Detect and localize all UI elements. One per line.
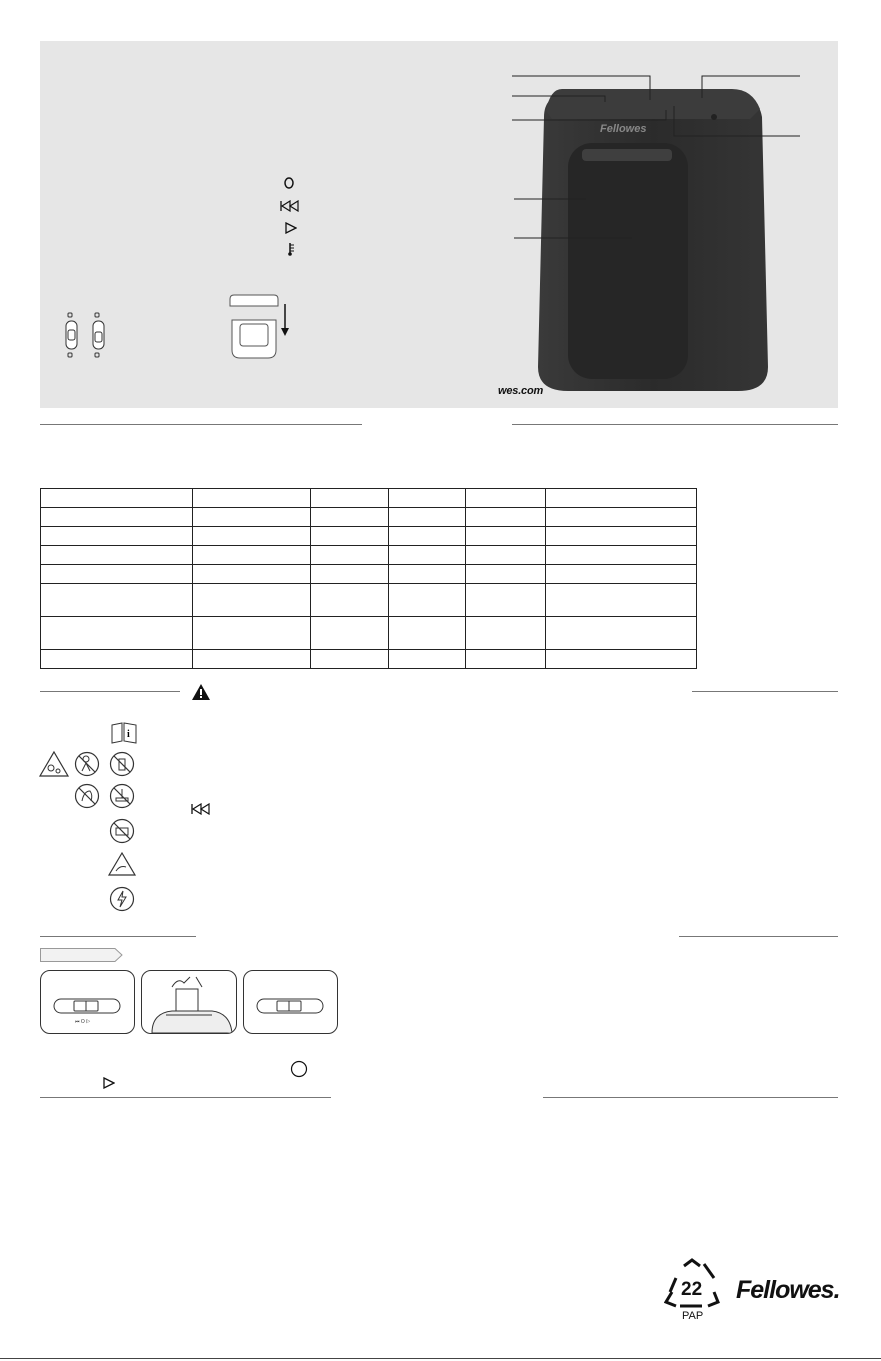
table-cell: [311, 617, 389, 650]
svg-text:i: i: [127, 729, 130, 740]
table-cell: [41, 546, 193, 565]
auto-on-icon: [285, 221, 297, 239]
brand-logo: Fellowes.: [736, 1276, 840, 1304]
table-cell: [41, 617, 193, 650]
table-cell: [389, 650, 466, 669]
table-cell: [193, 508, 311, 527]
recycle-number: 22: [681, 1279, 703, 1300]
table-cell: [546, 650, 697, 669]
section-divider: [40, 691, 180, 692]
table-cell: [193, 527, 311, 546]
website-label: wes.com: [498, 385, 544, 397]
callout-lines: [510, 70, 810, 250]
caution-tie-icon: [38, 750, 70, 783]
table-cell: [193, 584, 311, 617]
table-cell: [466, 527, 546, 546]
step-image-off: [40, 970, 135, 1034]
section-divider: [40, 936, 196, 937]
empty-bin-illustration: [222, 292, 302, 367]
table-cell: [193, 546, 311, 565]
safety-lock-slider-icon: [64, 312, 114, 365]
step-image-auto: [243, 970, 338, 1034]
pinch-hand-icon: [107, 851, 137, 882]
table-cell: [546, 617, 697, 650]
table-cell: [389, 565, 466, 584]
warning-triangle-icon: [191, 683, 211, 706]
table-cell: [466, 489, 546, 508]
table-cell: [193, 617, 311, 650]
table-cell: [311, 650, 389, 669]
table-row: [41, 527, 697, 546]
table-row: [41, 546, 697, 565]
table-cell: [41, 527, 193, 546]
table-cell: [389, 546, 466, 565]
table-cell: [546, 584, 697, 617]
table-cell: [466, 650, 546, 669]
section-divider: [40, 424, 362, 425]
no-hair-icon: [74, 783, 100, 814]
page-bottom-rule: [0, 1358, 881, 1359]
electric-shock-icon: [109, 886, 135, 917]
table-cell: [389, 508, 466, 527]
table-cell: [41, 584, 193, 617]
step-image-feed-paper: [141, 970, 237, 1034]
table-cell: [546, 546, 697, 565]
table-cell: [193, 489, 311, 508]
table-cell: [546, 527, 697, 546]
shredder-brand-label: Fellowes: [600, 123, 647, 135]
table-row: [41, 584, 697, 617]
section-divider: [692, 691, 838, 692]
section-divider: [543, 1097, 838, 1098]
auto-on-icon: [103, 1076, 115, 1094]
table-cell: [311, 508, 389, 527]
table-cell: [546, 508, 697, 527]
table-row: [41, 565, 697, 584]
table-cell: [546, 489, 697, 508]
specifications-table: [40, 488, 697, 669]
power-off-icon: [284, 177, 294, 191]
slider-glyphs: ⏮ O ▷: [75, 1019, 91, 1025]
power-off-circle-icon: [290, 1060, 308, 1083]
table-row: [41, 650, 697, 669]
table-cell: [466, 546, 546, 565]
manual-info-icon: [110, 722, 138, 749]
table-row: [41, 489, 697, 508]
reverse-icon: [280, 199, 300, 217]
table-cell: [389, 617, 466, 650]
table-row: [41, 508, 697, 527]
table-cell: [311, 565, 389, 584]
no-children-icon: [74, 751, 100, 782]
recycle-code: PAP: [682, 1310, 704, 1322]
no-aerosol-icon: [109, 751, 135, 782]
table-cell: [466, 508, 546, 527]
table-cell: [389, 489, 466, 508]
table-cell: [311, 489, 389, 508]
no-loose-clothing-icon: [109, 783, 135, 814]
operation-step-tab: [40, 948, 120, 960]
table-cell: [389, 584, 466, 617]
table-cell: [311, 546, 389, 565]
table-cell: [193, 565, 311, 584]
section-divider: [40, 1097, 331, 1098]
reverse-icon: [191, 802, 211, 820]
table-cell: [546, 565, 697, 584]
table-cell: [311, 584, 389, 617]
table-cell: [389, 527, 466, 546]
table-cell: [41, 565, 193, 584]
section-divider: [512, 424, 838, 425]
table-cell: [466, 584, 546, 617]
table-cell: [466, 617, 546, 650]
overheat-icon: [288, 242, 296, 261]
table-cell: [311, 527, 389, 546]
table-cell: [193, 650, 311, 669]
table-cell: [466, 565, 546, 584]
section-divider: [679, 936, 838, 937]
table-cell: [41, 489, 193, 508]
table-row: [41, 617, 697, 650]
table-cell: [41, 508, 193, 527]
no-pets-icon: [109, 818, 135, 849]
table-cell: [41, 650, 193, 669]
